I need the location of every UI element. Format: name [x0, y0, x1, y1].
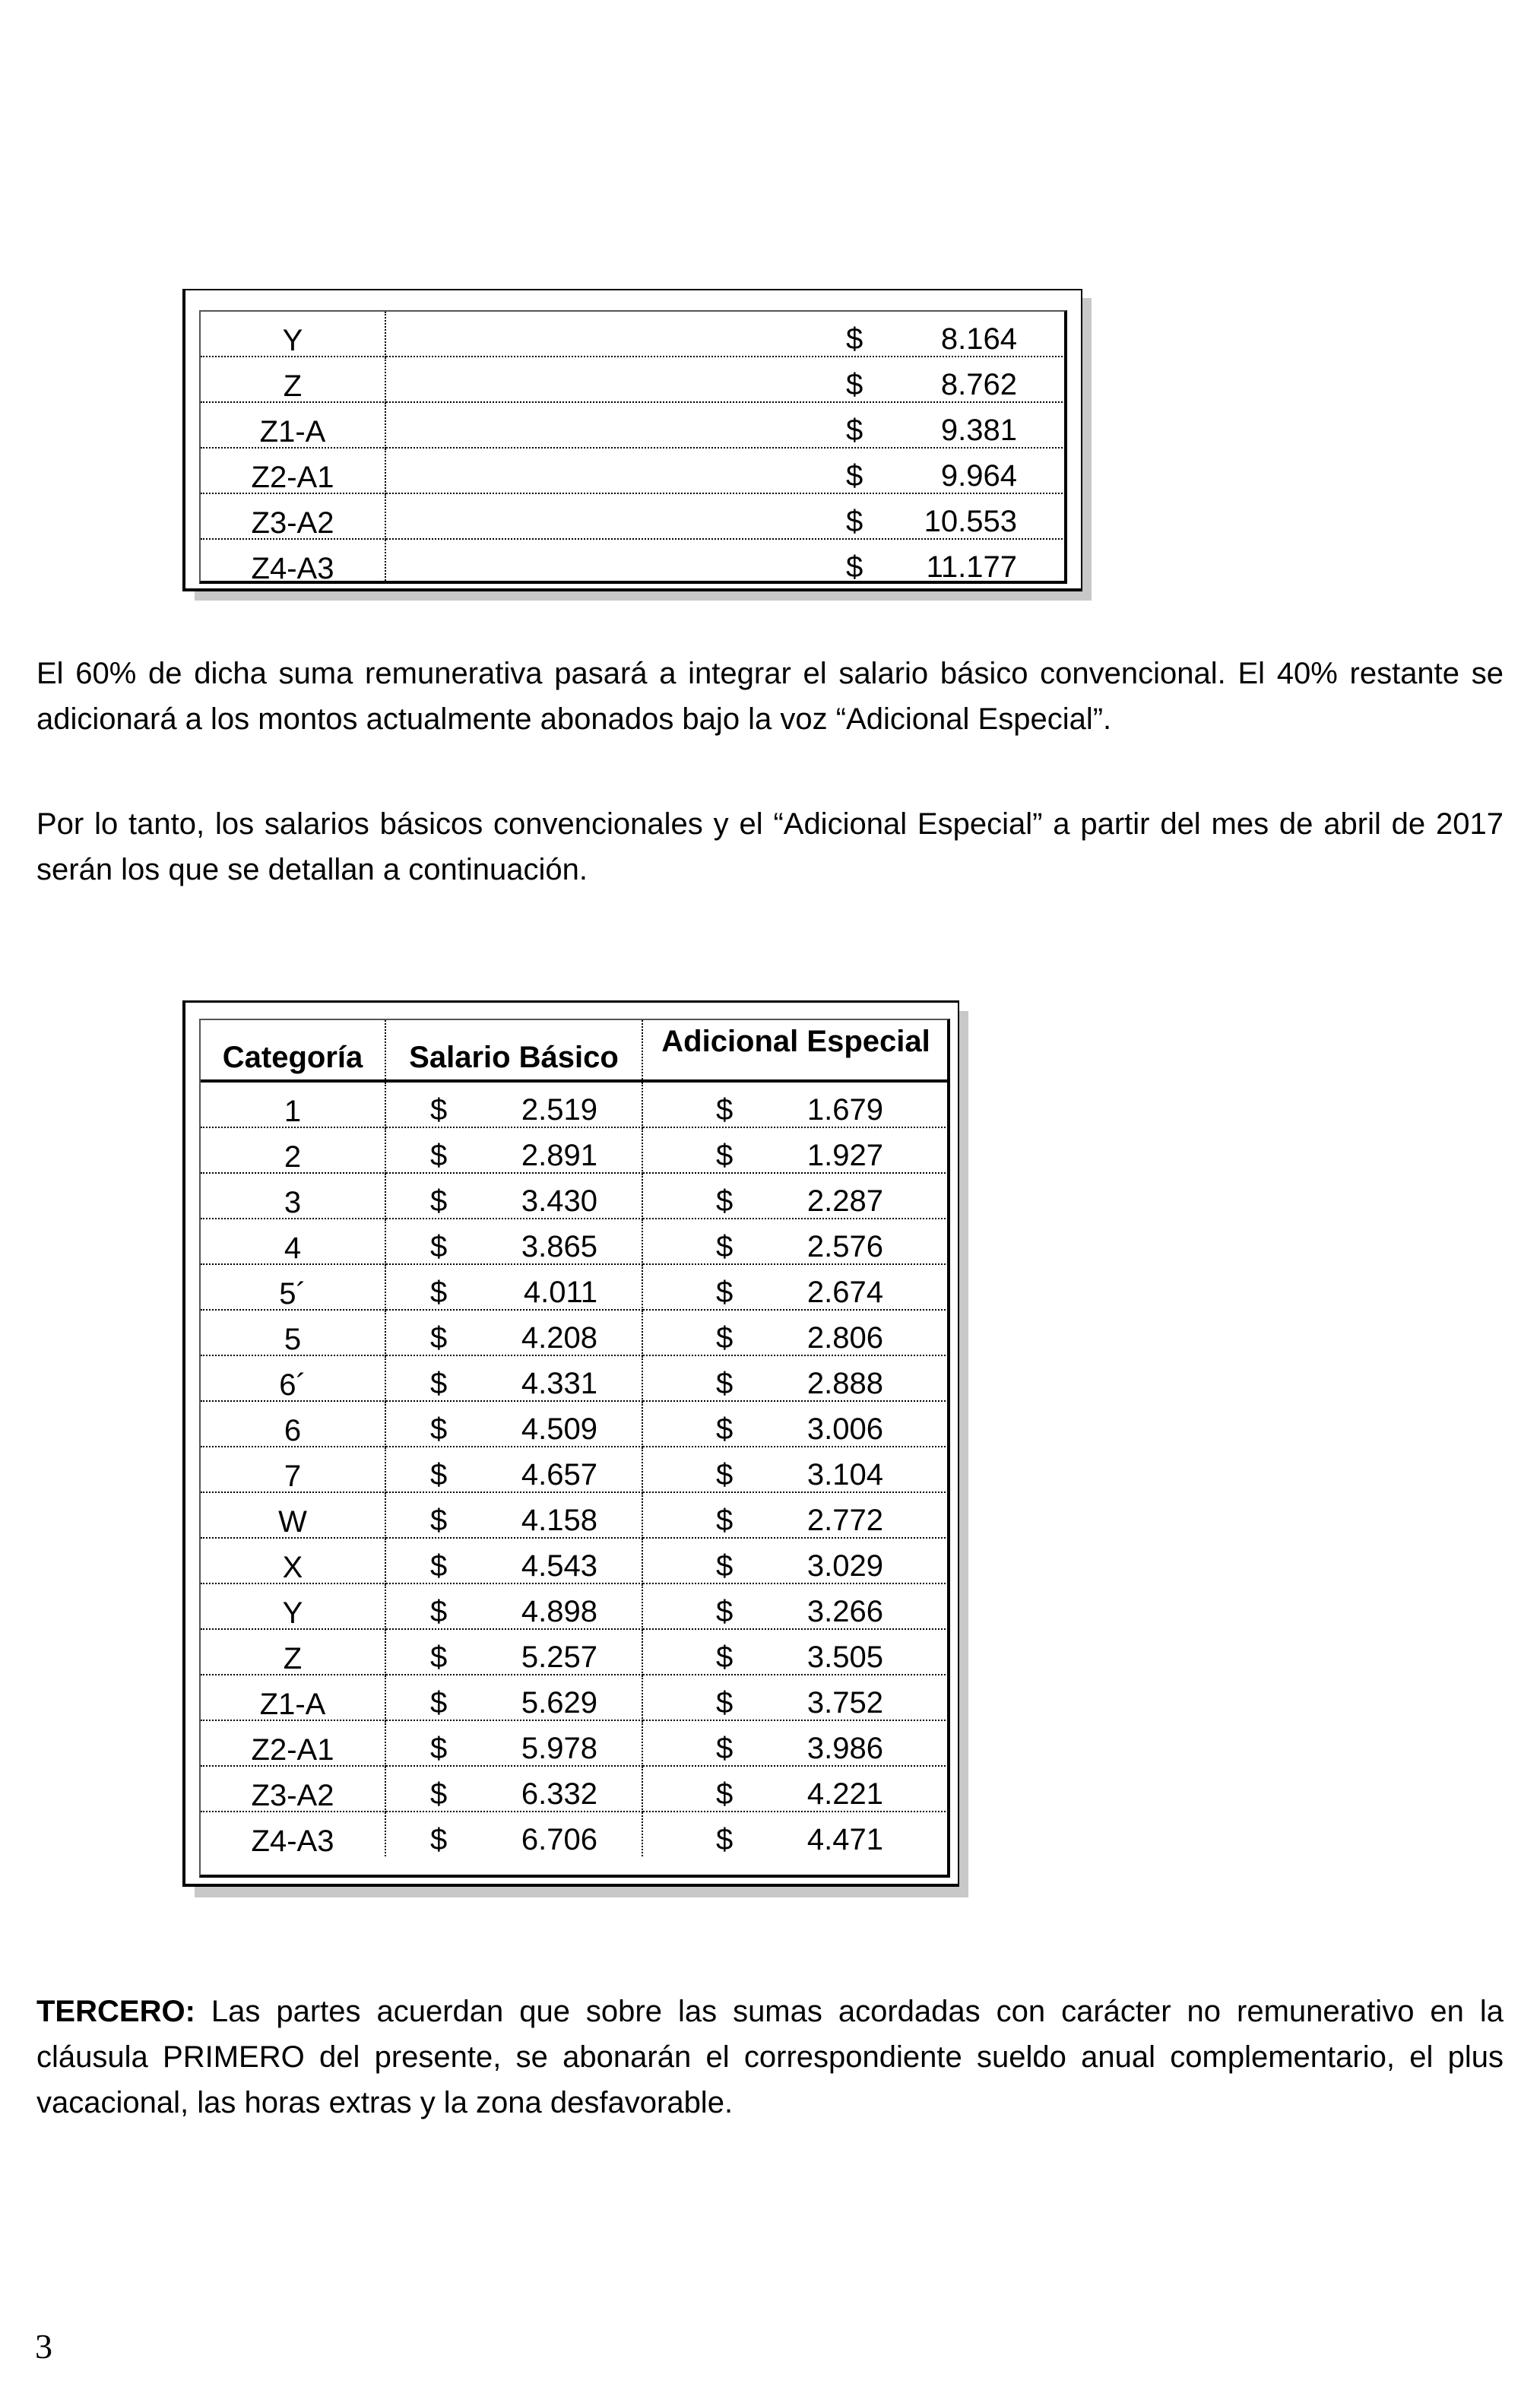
salary-cell: [385, 1583, 642, 1629]
currency-symbol: $: [430, 1686, 448, 1720]
category-cell: 6´: [201, 1355, 385, 1401]
salary-value: 4.509: [521, 1412, 597, 1446]
additional-cell: [642, 1766, 949, 1812]
salary-cell: [385, 1081, 642, 1127]
additional-value: 3.505: [806, 1640, 883, 1674]
header-additional: Adicional Especial: [642, 1020, 949, 1081]
table-row: [201, 1629, 949, 1675]
additional-value: 4.471: [806, 1823, 883, 1856]
currency-symbol: $: [716, 1093, 734, 1127]
salary-cell: [385, 1310, 642, 1355]
salary-value: 3.865: [521, 1230, 597, 1263]
additional-cell: [642, 1355, 949, 1401]
currency-symbol: $: [716, 1139, 734, 1172]
currency-symbol: $: [716, 1458, 734, 1491]
header-category: Categoría: [201, 1020, 385, 1081]
table-row: [201, 1675, 949, 1720]
category-cell: Z2-A1: [201, 1720, 385, 1766]
currency-symbol: $: [846, 322, 863, 356]
additional-cell: [642, 1310, 949, 1355]
page-number: 3: [35, 2327, 52, 2366]
amount-cell: [385, 402, 1066, 448]
category-cell: Z: [201, 357, 385, 402]
table-row: [201, 1355, 949, 1401]
currency-symbol: $: [716, 1230, 734, 1263]
table-row: [201, 1401, 949, 1447]
table-row: [201, 402, 1066, 448]
table-row: [201, 1538, 949, 1583]
salary-value: 4.898: [521, 1595, 597, 1628]
salary-value: 4.331: [521, 1367, 597, 1400]
currency-symbol: $: [716, 1367, 734, 1400]
category-cell: 1: [201, 1081, 385, 1127]
amount-value: 9.381: [940, 414, 1017, 447]
salary-value: 2.519: [521, 1093, 597, 1127]
currency-symbol: $: [716, 1276, 734, 1309]
additional-value: 1.679: [806, 1093, 883, 1127]
currency-symbol: $: [430, 1458, 448, 1491]
currency-symbol: $: [430, 1640, 448, 1674]
table-row: [201, 1447, 949, 1492]
currency-symbol: $: [716, 1732, 734, 1765]
currency-symbol: $: [716, 1640, 734, 1674]
category-cell: 4: [201, 1219, 385, 1264]
additional-cell: [642, 1127, 949, 1173]
category-cell: 2: [201, 1127, 385, 1173]
table-row: [201, 1173, 949, 1219]
table-row: [201, 1310, 949, 1355]
salary-value: 4.011: [523, 1276, 597, 1309]
salary-value: 6.706: [521, 1823, 597, 1856]
additional-cell: [642, 1675, 949, 1720]
currency-symbol: $: [430, 1549, 448, 1583]
salary-cell: [385, 1538, 642, 1583]
table-row: [201, 448, 1066, 493]
salary-value: 5.257: [521, 1640, 597, 1674]
salary-cell: [385, 1264, 642, 1310]
currency-symbol: $: [716, 1412, 734, 1446]
currency-symbol: $: [846, 459, 863, 493]
paragraph-3-heading: TERCERO:: [36, 1995, 195, 2028]
additional-value: 3.986: [806, 1732, 883, 1765]
currency-symbol: $: [430, 1412, 448, 1446]
table-row: [201, 1720, 949, 1766]
category-cell: Z4-A3: [201, 1812, 385, 1856]
table-row: [201, 1812, 949, 1856]
additional-value: 4.221: [806, 1777, 883, 1811]
salary-value: 5.629: [521, 1686, 597, 1720]
additional-value: 2.576: [806, 1230, 883, 1263]
currency-symbol: $: [716, 1777, 734, 1811]
currency-symbol: $: [430, 1230, 448, 1263]
salary-cell: [385, 1173, 642, 1219]
additional-value: 3.752: [806, 1686, 883, 1720]
additional-cell: [642, 1629, 949, 1675]
category-cell: W: [201, 1492, 385, 1538]
amount-cell: [385, 357, 1066, 402]
additional-cell: [642, 1492, 949, 1538]
additional-value: 2.674: [806, 1276, 883, 1309]
currency-symbol: $: [430, 1504, 448, 1537]
currency-symbol: $: [430, 1139, 448, 1172]
additional-cell: [642, 1401, 949, 1447]
amount-value: 10.553: [924, 505, 1017, 538]
currency-symbol: $: [846, 368, 863, 401]
table-2: [201, 1020, 949, 1856]
salary-cell: [385, 1492, 642, 1538]
additional-cell: [642, 1538, 949, 1583]
category-cell: Z3-A2: [201, 493, 385, 539]
paragraph-2: Por lo tanto, los salarios básicos convencionales y el “Adicional Especial” a partir del mes de abril de 2017 serán los que se detallan a continuación.: [36, 807, 1504, 886]
amount-cell: [385, 448, 1066, 493]
paragraph-3-text: Las partes acuerdan que sobre las sumas acordadas con carácter no remunerativo en la cláusula PRIMERO del presente, se abonarán el correspondiente sueldo anual complementario, el plus vacacional, las horas extras y la zona desfavorable.: [36, 1995, 1504, 2119]
currency-symbol: $: [430, 1093, 448, 1127]
additional-value: 2.772: [806, 1504, 883, 1537]
salary-cell: [385, 1219, 642, 1264]
amount-value: 11.177: [926, 550, 1017, 584]
salary-cell: [385, 1720, 642, 1766]
category-cell: X: [201, 1538, 385, 1583]
salary-cell: [385, 1355, 642, 1401]
currency-symbol: $: [846, 550, 863, 584]
additional-value: 3.266: [806, 1595, 883, 1628]
table-row: [201, 1127, 949, 1173]
currency-symbol: $: [430, 1823, 448, 1856]
additional-cell: [642, 1447, 949, 1492]
salary-value: 3.430: [521, 1184, 597, 1218]
salary-value: 4.543: [521, 1549, 597, 1583]
additional-value: 3.006: [806, 1412, 883, 1446]
category-cell: 6: [201, 1401, 385, 1447]
amount-cell: [385, 539, 1066, 584]
currency-symbol: $: [846, 505, 863, 538]
salary-cell: [385, 1127, 642, 1173]
table-row: [201, 1766, 949, 1812]
currency-symbol: $: [430, 1184, 448, 1218]
category-cell: Z1-A: [201, 402, 385, 448]
currency-symbol: $: [430, 1276, 448, 1309]
table-row: [201, 1264, 949, 1310]
category-cell: 3: [201, 1173, 385, 1219]
currency-symbol: $: [430, 1321, 448, 1355]
additional-value: 3.104: [806, 1458, 883, 1491]
additional-cell: [642, 1081, 949, 1127]
currency-symbol: $: [716, 1823, 734, 1856]
category-cell: Z1-A: [201, 1675, 385, 1720]
category-cell: 5: [201, 1310, 385, 1355]
salary-cell: [385, 1766, 642, 1812]
table-row: [201, 493, 1066, 539]
amount-value: 9.964: [940, 459, 1017, 493]
additional-cell: [642, 1583, 949, 1629]
salary-cell: [385, 1629, 642, 1675]
currency-symbol: $: [716, 1504, 734, 1537]
table-row: [201, 1081, 949, 1127]
salary-cell: [385, 1675, 642, 1720]
salary-value: 4.158: [521, 1504, 597, 1537]
category-cell: Y: [201, 1583, 385, 1629]
category-cell: Y: [201, 312, 385, 357]
additional-value: 2.287: [806, 1184, 883, 1218]
amount-value: 8.762: [940, 368, 1017, 401]
additional-cell: [642, 1264, 949, 1310]
amount-cell: [385, 493, 1066, 539]
category-cell: Z: [201, 1629, 385, 1675]
amount-value: 8.164: [940, 322, 1017, 356]
amount-cell: [385, 312, 1066, 357]
additional-value: 2.806: [806, 1321, 883, 1355]
table-row: [201, 539, 1066, 584]
category-cell: Z4-A3: [201, 539, 385, 584]
table-row: [201, 1492, 949, 1538]
table-row: [201, 1583, 949, 1629]
category-cell: Z2-A1: [201, 448, 385, 493]
table-row: [201, 357, 1066, 402]
currency-symbol: $: [716, 1595, 734, 1628]
paragraph-1: El 60% de dicha suma remunerativa pasará a integrar el salario básico convencional. El 40% restante se adicionará a los montos actualmente abonados bajo la voz “Adicional Especial”.: [36, 657, 1504, 736]
table-row: [201, 1219, 949, 1264]
salary-value: 2.891: [521, 1139, 597, 1172]
table-row: [201, 312, 1066, 357]
currency-symbol: $: [716, 1321, 734, 1355]
additional-cell: [642, 1720, 949, 1766]
salary-value: 6.332: [521, 1777, 597, 1811]
currency-symbol: $: [716, 1549, 734, 1583]
salary-cell: [385, 1447, 642, 1492]
currency-symbol: $: [846, 414, 863, 447]
header-salary: Salario Básico: [385, 1020, 642, 1081]
salary-cell: [385, 1401, 642, 1447]
paragraph-3: [36, 1989, 1504, 2125]
category-cell: Z3-A2: [201, 1766, 385, 1812]
salary-value: 4.208: [521, 1321, 597, 1355]
additional-value: 3.029: [806, 1549, 883, 1583]
currency-symbol: $: [430, 1595, 448, 1628]
category-cell: 5´: [201, 1264, 385, 1310]
currency-symbol: $: [430, 1777, 448, 1811]
category-cell: 7: [201, 1447, 385, 1492]
currency-symbol: $: [430, 1367, 448, 1400]
additional-cell: [642, 1219, 949, 1264]
currency-symbol: $: [716, 1184, 734, 1218]
salary-value: 5.978: [521, 1732, 597, 1765]
salary-cell: [385, 1812, 642, 1856]
additional-value: 1.927: [806, 1139, 883, 1172]
table-1: [201, 312, 1066, 584]
additional-cell: [642, 1173, 949, 1219]
additional-value: 2.888: [806, 1367, 883, 1400]
currency-symbol: $: [430, 1732, 448, 1765]
salary-value: 4.657: [521, 1458, 597, 1491]
additional-cell: [642, 1812, 949, 1856]
currency-symbol: $: [716, 1686, 734, 1720]
